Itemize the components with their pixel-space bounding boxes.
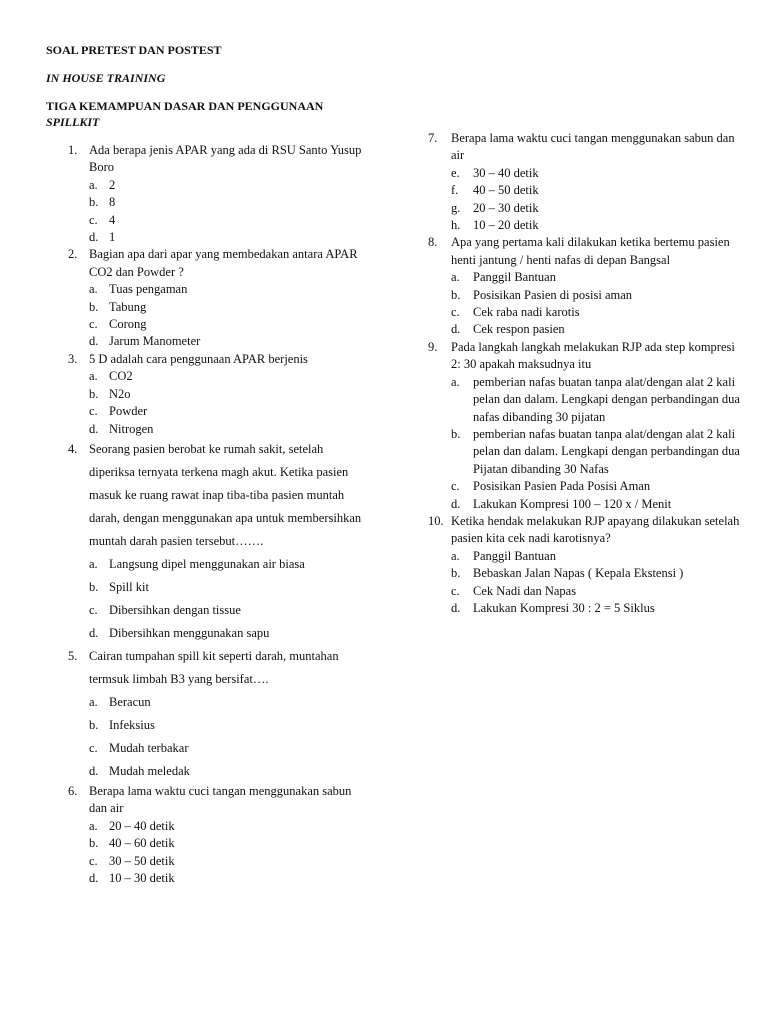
option-letter: d. [89, 763, 99, 778]
question-number: 8. [428, 235, 438, 250]
option-row [46, 691, 366, 714]
option-row [46, 737, 366, 760]
option-letter: c. [89, 212, 98, 227]
question-2 [46, 246, 366, 281]
option-letter: c. [451, 479, 460, 494]
option-letter: a. [89, 818, 98, 833]
option-row [426, 478, 742, 495]
option-row [46, 212, 366, 229]
option-row [46, 194, 366, 211]
option-text: Posisikan Pasien di posisi aman [473, 287, 633, 302]
option-letter: b. [451, 426, 461, 441]
option-row [46, 229, 366, 246]
option-text: Bebaskan Jalan Napas ( Kepala Ekstensi ) [473, 566, 684, 581]
option-row [426, 165, 742, 182]
option-letter: b. [89, 386, 99, 401]
question-text: Cairan tumpahan spill kit seperti darah, muntahan termsuk limbah B3 yang bersifat…. [89, 648, 339, 686]
question-5 [46, 645, 366, 691]
option-row [46, 421, 366, 438]
option-text: pemberian nafas buatan tanpa alat/dengan alat 2 kali pelan dan dalam. Lengkapi dengan perbandingan dua Pijatan dibanding 30 Nafas [473, 426, 740, 476]
question-number: 1. [68, 143, 78, 157]
option-text: 40 – 50 detik [473, 183, 539, 198]
option-row [46, 870, 366, 887]
option-text: Dibersihkan dengan tissue [109, 602, 241, 617]
option-row [46, 177, 366, 194]
option-letter: b. [89, 195, 99, 210]
question-1 [46, 142, 366, 177]
option-letter: c. [451, 305, 460, 320]
option-letter: b. [451, 566, 461, 581]
option-letter: a. [89, 369, 98, 384]
option-letter: c. [451, 583, 460, 598]
option-row [426, 583, 742, 600]
option-row [46, 299, 366, 316]
option-letter: a. [451, 270, 460, 285]
question-number: 10. [428, 513, 444, 528]
topic-heading: TIGA KEMAMPUAN DASAR DAN PENGGUNAAN [46, 99, 324, 113]
option-letter: a. [451, 374, 460, 389]
option-row [426, 182, 742, 199]
option-text: 1 [109, 230, 116, 245]
option-text: N2o [109, 386, 131, 401]
questions-right-column [426, 130, 742, 617]
option-letter: e. [451, 165, 460, 180]
question-7 [426, 130, 742, 165]
option-row [46, 333, 366, 350]
question-number: 7. [428, 131, 438, 145]
question-number: 5. [68, 648, 78, 663]
option-letter: d. [89, 230, 99, 245]
option-row [46, 403, 366, 420]
option-text: CO2 [109, 369, 133, 384]
option-text: Powder [109, 404, 148, 419]
option-row [426, 600, 742, 617]
option-text: 4 [109, 212, 116, 227]
option-row [46, 760, 366, 783]
page-title: SOAL PRETEST DAN POSTEST [46, 43, 222, 57]
option-text: Panggil Bantuan [473, 270, 556, 285]
question-text: Berapa lama waktu cuci tangan menggunakan sabun dan air [451, 131, 735, 163]
option-row [426, 200, 742, 217]
question-9 [426, 339, 742, 374]
question-text: Ada berapa jenis APAR yang ada di RSU Santo Yusup Boro [89, 143, 362, 175]
option-row [46, 599, 366, 622]
question-text: Ketika hendak melakukan RJP apayang dilakukan setelah pasien kita cek nadi karotisnya? [451, 513, 740, 546]
option-row [426, 496, 742, 513]
question-text: Apa yang pertama kali dilakukan ketika bertemu pasien henti jantung / henti nafas di depan Bangsal [451, 235, 730, 267]
option-letter: a. [451, 548, 460, 563]
option-text: Lakukan Kompresi 30 : 2 = 5 Siklus [473, 600, 655, 615]
option-text: 10 – 30 detik [109, 870, 175, 885]
question-4 [46, 438, 366, 553]
question-number: 4. [68, 441, 78, 456]
option-row [46, 714, 366, 737]
question-number: 2. [68, 247, 78, 262]
option-text: Spill kit [109, 579, 149, 594]
option-text: Mudah terbakar [109, 740, 189, 755]
option-row [426, 217, 742, 234]
option-letter: d. [89, 870, 99, 885]
question-text: Bagian apa dari apar yang membedakan antara APAR CO2 dan Powder ? [89, 247, 358, 279]
option-row [426, 548, 742, 565]
option-text: Corong [109, 317, 147, 332]
option-text: Tuas pengaman [109, 282, 188, 297]
option-text: Nitrogen [109, 421, 154, 436]
option-row [426, 269, 742, 286]
question-text: 5 D adalah cara penggunaan APAR berjenis [89, 351, 308, 366]
option-text: 20 – 30 detik [473, 200, 539, 215]
option-letter: a. [89, 556, 98, 571]
question-6 [46, 783, 366, 818]
option-text: Posisikan Pasien Pada Posisi Aman [473, 479, 651, 494]
option-letter: g. [451, 200, 461, 215]
option-letter: a. [89, 282, 98, 297]
option-letter: d. [89, 334, 99, 349]
option-text: Langsung dipel menggunakan air biasa [109, 556, 305, 571]
topic-heading-italic: SPILLKIT [46, 115, 100, 129]
option-letter: b. [451, 287, 461, 302]
option-row [46, 835, 366, 852]
option-letter: d. [89, 625, 99, 640]
question-text: Pada langkah langkah melakukan RJP ada step kompresi 2: 30 apakah maksudnya itu [451, 339, 735, 372]
option-row [426, 304, 742, 321]
option-letter: d. [451, 496, 461, 511]
option-letter: c. [89, 740, 98, 755]
question-number: 6. [68, 783, 78, 798]
option-letter: b. [89, 299, 99, 314]
option-row [46, 576, 366, 599]
option-letter: c. [89, 404, 98, 419]
questions-left-column [46, 142, 366, 887]
question-3 [46, 351, 366, 368]
option-letter: c. [89, 602, 98, 617]
option-text: Jarum Manometer [109, 334, 201, 349]
option-letter: d. [89, 421, 99, 436]
option-letter: h. [451, 218, 461, 233]
option-letter: d. [451, 322, 461, 337]
option-text: Dibersihkan menggunakan sapu [109, 625, 270, 640]
option-text: Infeksius [109, 717, 155, 732]
question-number: 9. [428, 339, 438, 354]
option-text: 40 – 60 detik [109, 836, 175, 851]
option-text: Mudah meledak [109, 763, 190, 778]
option-letter: b. [89, 836, 99, 851]
question-text: Berapa lama waktu cuci tangan menggunakan sabun dan air [89, 783, 352, 816]
question-8 [426, 234, 742, 269]
option-text: Cek raba nadi karotis [473, 305, 580, 320]
option-row [426, 374, 742, 426]
option-text: Cek respon pasien [473, 322, 565, 337]
option-row [46, 316, 366, 333]
option-text: 10 – 20 detik [473, 218, 539, 233]
question-text: Seorang pasien berobat ke rumah sakit, setelah diperiksa ternyata terkena magh akut. Ketika pasien masuk ke ruang rawat inap tiba-tiba pasien muntah darah, dengan menggunakan apa untuk membersihkan muntah darah pasien tersebut……. [89, 441, 362, 548]
option-row [46, 622, 366, 645]
option-text: Panggil Bantuan [473, 548, 556, 563]
question-10 [426, 513, 742, 548]
option-row [46, 853, 366, 870]
option-row [46, 553, 366, 576]
option-letter: b. [89, 717, 99, 732]
option-text: Cek Nadi dan Napas [473, 583, 577, 598]
option-text: pemberian nafas buatan tanpa alat/dengan alat 2 kali pelan dan dalam. Lengkapi dengan perbandingan dua nafas dibanding 30 pijatan [473, 374, 740, 424]
option-row [426, 287, 742, 304]
page-subtitle: IN HOUSE TRAINING [46, 71, 166, 85]
option-letter: d. [451, 600, 461, 615]
option-text: Lakukan Kompresi 100 – 120 x / Menit [473, 496, 672, 511]
option-letter: f. [451, 183, 459, 198]
option-row [46, 281, 366, 298]
option-row [426, 321, 742, 338]
option-row [46, 386, 366, 403]
option-row [46, 368, 366, 385]
question-number: 3. [68, 351, 78, 366]
option-text: Tabung [109, 299, 147, 314]
option-letter: a. [89, 177, 98, 192]
option-letter: c. [89, 853, 98, 868]
option-text: 30 – 50 detik [109, 853, 175, 868]
option-letter: a. [89, 694, 98, 709]
option-letter: c. [89, 317, 98, 332]
option-text: 20 – 40 detik [109, 818, 175, 833]
option-text: 30 – 40 detik [473, 165, 539, 180]
option-letter: b. [89, 579, 99, 594]
option-text: Beracun [109, 694, 151, 709]
option-text: 2 [109, 177, 116, 192]
option-row [46, 818, 366, 835]
option-row [426, 565, 742, 582]
option-text: 8 [109, 195, 116, 210]
option-row [426, 426, 742, 478]
